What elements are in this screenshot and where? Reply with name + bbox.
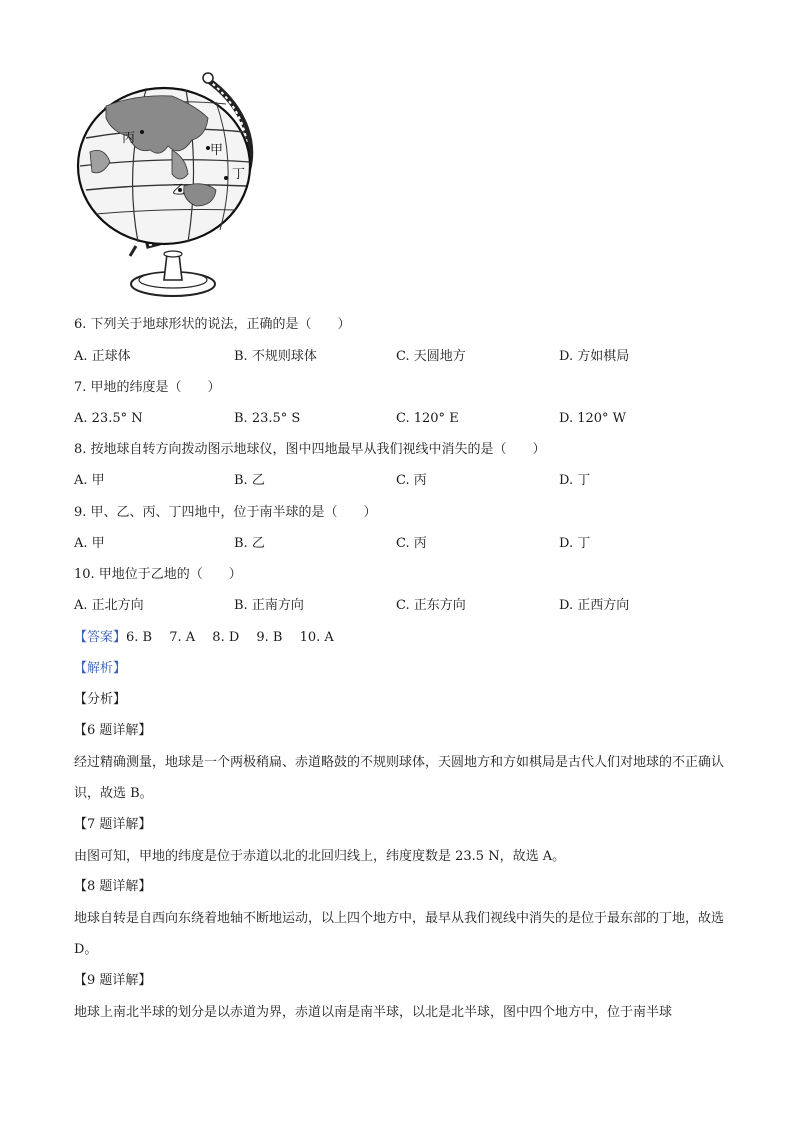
question-8-stem: 8. 按地球自转方向拨动图示地球仪，图中四地最早从我们视线中消失的是（ ）	[74, 442, 546, 457]
question-6-stem: 6. 下列关于地球形状的说法，正确的是（ ）	[74, 317, 351, 332]
label-jia: 甲	[210, 143, 224, 158]
q6-option-d: D. 方如棋局	[559, 349, 630, 364]
answer-tag: 【答案】	[74, 630, 127, 645]
question-7-stem: 7. 甲地的纬度是（ ）	[74, 380, 221, 395]
answer-line	[74, 629, 334, 647]
q10-option-a: A. 正北方向	[74, 598, 144, 613]
question-10-stem: 10. 甲地位于乙地的（ ）	[74, 567, 242, 582]
q8-option-d: D. 丁	[559, 473, 591, 488]
q7-option-b: B. 23.5° S	[234, 411, 301, 426]
detail-8-heading: 【8 题详解】	[74, 879, 152, 894]
label-ding: 丁	[232, 167, 246, 182]
q6-option-c: C. 天圆地方	[396, 349, 466, 364]
fenxi-heading: 【分析】	[74, 692, 127, 707]
globe-illustration	[76, 66, 272, 306]
detail-6-heading: 【6 题详解】	[74, 723, 152, 738]
label-bing: 丙	[122, 131, 136, 146]
q9-option-c: C. 丙	[396, 536, 427, 551]
detail-6-body: 经过精确测量，地球是一个两极稍扁、赤道略鼓的不规则球体，天圆地方和方如棋局是古代人们对地球的不正确认识，故选 B。	[74, 755, 725, 801]
q7-option-c: C. 120° E	[396, 411, 459, 426]
answer-text: 6. B 7. A 8. D 9. B 10. A	[126, 630, 334, 645]
detail-7-heading: 【7 题详解】	[74, 817, 152, 832]
detail-9-body: 地球上南北半球的划分是以赤道为界，赤道以南是南半球，以北是北半球，图中四个地方中，位于南半球	[74, 1005, 673, 1020]
q6-option-a: A. 正球体	[74, 349, 131, 364]
q7-option-d: D. 120° W	[559, 411, 627, 426]
jiexi-heading: 【解析】	[74, 661, 127, 676]
q6-option-b: B. 不规则球体	[234, 349, 317, 364]
q8-option-b: B. 乙	[234, 473, 265, 488]
q10-option-d: D. 正西方向	[559, 598, 630, 613]
q9-option-a: A. 甲	[74, 536, 105, 551]
detail-8-body: 地球自转是自西向东绕着地轴不断地运动，以上四个地方中，最早从我们视线中消失的是位于最东部的丁地，故选 D。	[74, 911, 725, 957]
q10-option-b: B. 正南方向	[234, 598, 304, 613]
q10-option-c: C. 正东方向	[396, 598, 466, 613]
label-yi: 乙	[172, 183, 186, 198]
q8-option-c: C. 丙	[396, 473, 427, 488]
q9-option-d: D. 丁	[559, 536, 591, 551]
q7-option-a: A. 23.5° N	[74, 411, 143, 426]
q9-option-b: B. 乙	[234, 536, 265, 551]
question-9-stem: 9. 甲、乙、丙、丁四地中，位于南半球的是（ ）	[74, 505, 377, 520]
detail-7-body: 由图可知，甲地的纬度是位于赤道以北的北回归线上，纬度度数是 23.5 N，故选 A。	[74, 849, 566, 864]
detail-9-heading: 【9 题详解】	[74, 973, 152, 988]
q8-option-a: A. 甲	[74, 473, 105, 488]
